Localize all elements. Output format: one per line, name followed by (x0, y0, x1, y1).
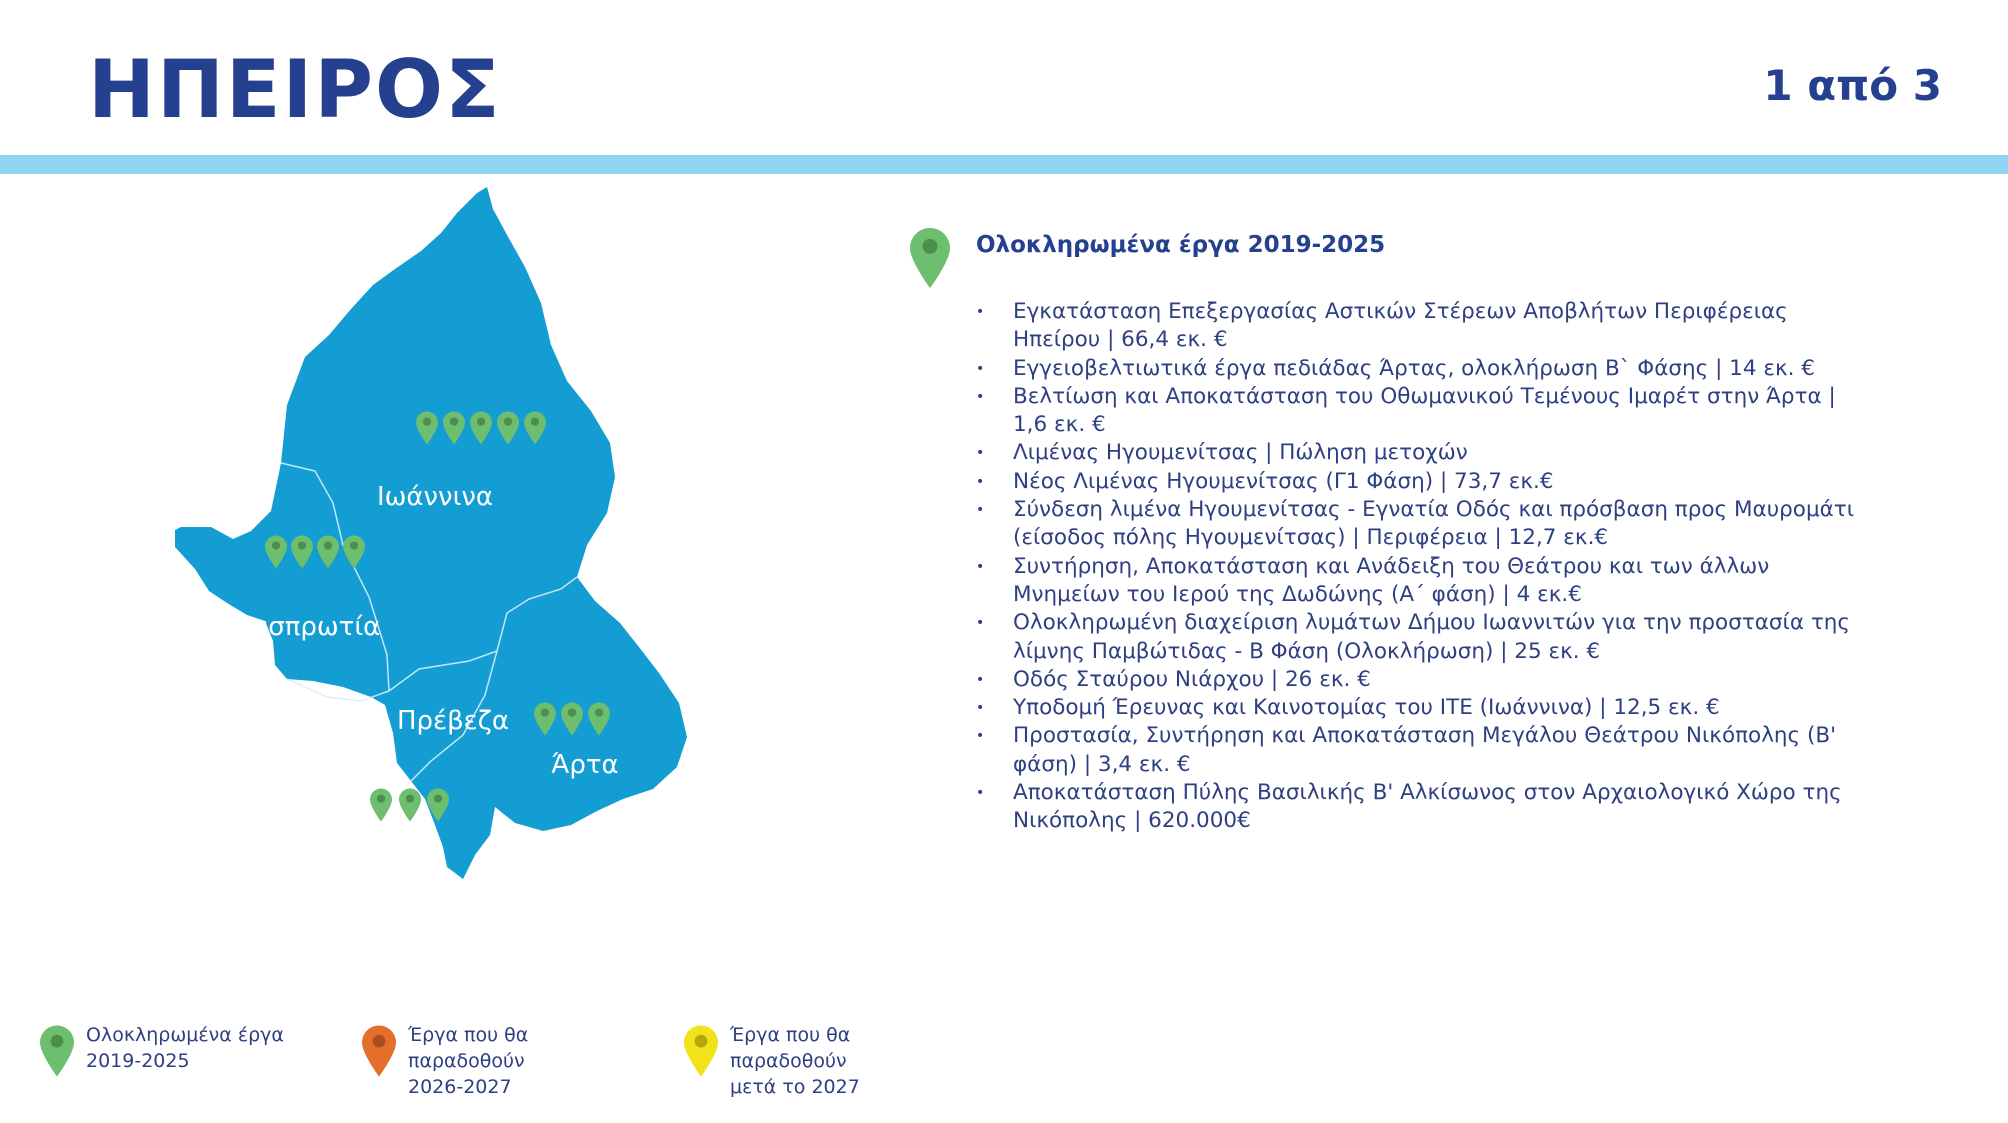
green-map-pin-icon (40, 1025, 74, 1077)
project-item: • Υποδομή Έρευνας και Καινοτομίας του ΙΤΕ (Ιωάννινα) | 12,5 εκ. € (976, 694, 1856, 722)
completed-pin-icon (399, 789, 421, 822)
project-item: • Νέος Λιμένας Ηγουμενίτσας (Γ1 Φάση) | 73,7 εκ.€ (976, 468, 1856, 496)
region-label-ioannina: Ιωάννινα (376, 482, 494, 512)
project-item: • Εγκατάσταση Επεξεργασίας Αστικών Στέρεων Αποβλήτων Περιφέρειας Ηπείρου | 66,4 εκ. € (976, 298, 1856, 355)
header-divider-bar (0, 155, 2008, 174)
project-item: • Ολοκληρωμένη διαχείριση λυμάτων Δήμου Ιωαννιτών για την προστασία της λίμνης Παμβώτιδας - Β Φάση (Ολοκλήρωση) | 25 εκ. € (976, 609, 1856, 666)
project-item: • Εγγειοβελτιωτικά έργα πεδιάδας Άρτας, ολοκλήρωση Β` Φάσης | 14 εκ. € (976, 355, 1856, 383)
region-label-thesprotia: Θεσπρωτία (233, 612, 381, 642)
project-item: • Λιμένας Ηγουμενίτσας | Πώληση μετοχών (976, 439, 1856, 467)
project-list (976, 298, 1856, 836)
project-item: • Σύνδεση λιμένα Ηγουμενίτσας - Εγνατία Οδός και πρόσβαση προς Μαυρομάτι (είσοδος πόλης Ηγουμενίτσας) | Περιφέρεια | 12,7 εκ.€ (976, 496, 1856, 553)
green-map-pin-icon (910, 228, 950, 288)
section-header (910, 228, 1910, 288)
legend-item-after-2027 (684, 1022, 970, 1100)
section-title: Ολοκληρωμένα έργα 2019-2025 (976, 232, 1386, 258)
region-label-preveza: Πρέβεζα (396, 706, 510, 736)
legend-item-2026-2027 (362, 1022, 648, 1100)
legend-label: Έργα που θα παραδοθούν μετά το 2027 (730, 1024, 860, 1098)
legend (40, 1022, 1006, 1100)
legend-label: Ολοκληρωμένα έργα 2019-2025 (86, 1024, 284, 1072)
legend-item-completed (40, 1022, 326, 1100)
epirus-map (175, 185, 735, 885)
legend-label: Έργα που θα παραδοθούν 2026-2027 (408, 1024, 529, 1098)
yellow-map-pin-icon (684, 1025, 718, 1077)
page-counter: 1 από 3 (1763, 61, 1942, 110)
project-item: • Προστασία, Συντήρηση και Αποκατάσταση Μεγάλου Θεάτρου Νικόπολης (Β' φάση) | 3,4 εκ. € (976, 722, 1856, 779)
projects-panel (910, 228, 1910, 836)
project-item: • Αποκατάσταση Πύλης Βασιλικής Β' Αλκίσωνος στον Αρχαιολογικό Χώρο της Νικόπολης | 620.000€ (976, 779, 1856, 836)
project-item: • Βελτίωση και Αποκατάσταση του Οθωμανικού Τεμένους Ιμαρέτ στην Άρτα | 1,6 εκ. € (976, 383, 1856, 440)
project-item: • Οδός Σταύρου Νιάρχου | 26 εκ. € (976, 666, 1856, 694)
orange-map-pin-icon (362, 1025, 396, 1077)
page-title: ΗΠΕΙΡΟΣ (88, 43, 502, 136)
region-label-arta: Άρτα (551, 750, 619, 780)
project-item: • Συντήρηση, Αποκατάσταση και Ανάδειξη του Θεάτρου και των άλλων Μνημείων του Ιερού της Δωδώνης (Α΄ φάση) | 4 εκ.€ (976, 553, 1856, 610)
completed-pin-icon (370, 789, 392, 822)
